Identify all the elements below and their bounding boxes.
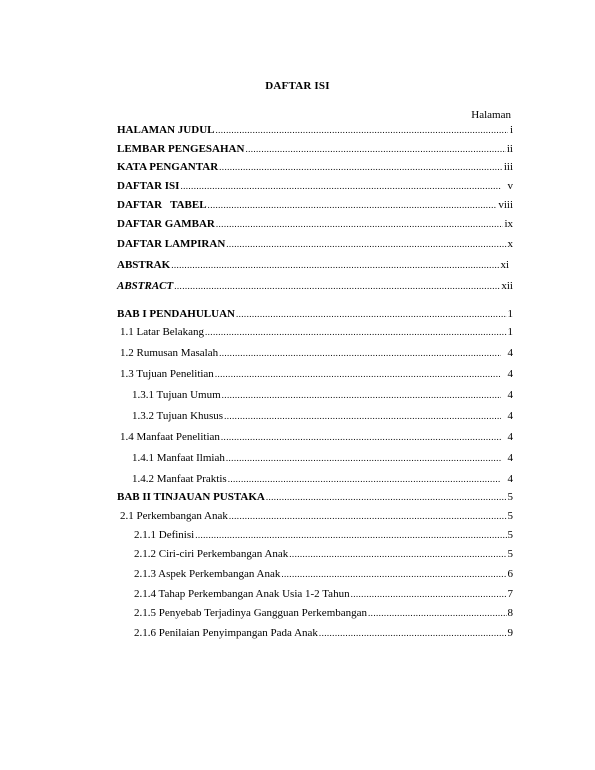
- toc-entry-page: 4: [507, 452, 513, 464]
- toc-entry-text: BAB I PENDAHULUAN: [117, 308, 235, 320]
- toc-entry-text: 1.4.2 Manfaat Praktis: [132, 473, 227, 485]
- toc-leader: [236, 307, 507, 321]
- toc-entry-page: 1: [507, 326, 513, 338]
- toc-entry-text: 2.1.3 Aspek Perkembangan Anak: [134, 568, 281, 580]
- toc-entry-page: 7: [507, 588, 513, 600]
- toc-entry-text: BAB II TINJAUAN PUSTAKA: [117, 491, 265, 503]
- toc-entry-page: 4: [507, 368, 513, 380]
- toc-entry-text: 1.1 Latar Belakang: [120, 326, 204, 338]
- toc-entry-bab-2[interactable]: [117, 490, 513, 504]
- toc-entry-text: ABSTRAK: [117, 259, 171, 271]
- toc-entry-page: xii: [501, 280, 513, 292]
- toc-entry-text: 1.3.2 Tujuan Khusus: [132, 410, 224, 422]
- toc-entry-1-4-2[interactable]: [117, 472, 513, 486]
- toc-leader: [245, 142, 505, 156]
- toc-leader: [228, 472, 501, 486]
- toc-entry-page: i: [509, 124, 513, 136]
- toc-entry-abstrak[interactable]: [117, 258, 513, 272]
- toc-leader: [229, 509, 507, 523]
- toc-entry-bab-1[interactable]: [117, 307, 513, 321]
- toc-entry-page: v: [507, 180, 513, 192]
- toc-leader: [224, 409, 500, 423]
- toc-entry-text: 2.1.4 Tahap Perkembangan Anak Usia 1-2 Tahun: [134, 588, 350, 600]
- toc-entry-text: 2.1 Perkembangan Anak: [120, 510, 228, 522]
- toc-entry-text: 1.4.1 Manfaat Ilmiah: [132, 452, 225, 464]
- toc-leader: [205, 325, 507, 339]
- toc-leader: [215, 123, 508, 137]
- toc-entry-abstract[interactable]: [117, 279, 513, 293]
- toc-entry-page: 5: [507, 510, 513, 522]
- toc-leader: [208, 198, 498, 212]
- toc-list: [117, 0, 513, 770]
- toc-entry-1-3-2[interactable]: [117, 409, 513, 423]
- toc-entry-page: 9: [507, 627, 513, 639]
- toc-entry-text: 1.3.1 Tujuan Umum: [132, 389, 221, 401]
- toc-entry-1-3-1[interactable]: [117, 388, 513, 402]
- toc-entry-2-1[interactable]: [117, 509, 513, 523]
- toc-entry-text: 2.1.5 Penyebab Terjadinya Gangguan Perkembangan: [134, 607, 368, 619]
- toc-entry-lembar-pengesahan[interactable]: [117, 142, 513, 156]
- toc-entry-2-1-3[interactable]: [117, 567, 513, 581]
- toc-entry-text: HALAMAN JUDUL: [117, 124, 215, 136]
- toc-entry-page: 6: [507, 568, 513, 580]
- toc-entry-page: ii: [506, 143, 513, 155]
- toc-entry-page: 4: [507, 389, 513, 401]
- toc-entry-1-4-1[interactable]: [117, 451, 513, 465]
- toc-entry-page: x: [507, 238, 513, 250]
- toc-entry-text: KATA PENGANTAR: [117, 161, 219, 173]
- toc-entry-text: 1.3 Tujuan Penelitian: [120, 368, 214, 380]
- toc-entry-text: 1.4 Manfaat Penelitian: [120, 431, 220, 443]
- toc-entry-page: ix: [504, 218, 513, 230]
- toc-leader: [319, 626, 507, 640]
- toc-entry-2-1-2[interactable]: [117, 547, 513, 561]
- toc-leader: [368, 606, 506, 620]
- page-column-label: Halaman: [471, 109, 511, 121]
- toc-entry-1-3[interactable]: [117, 367, 513, 381]
- toc-leader: [180, 179, 500, 193]
- toc-leader: [351, 587, 507, 601]
- toc-leader: [281, 567, 506, 581]
- toc-leader: [221, 430, 501, 444]
- toc-entry-text: DAFTAR ISI: [117, 180, 180, 192]
- toc-entry-page: 5: [507, 548, 513, 560]
- page-title: DAFTAR ISI: [265, 80, 330, 92]
- toc-entry-daftar-tabel[interactable]: [117, 198, 513, 212]
- toc-entry-page: viii: [498, 199, 513, 211]
- toc-entry-page: 4: [507, 473, 513, 485]
- toc-entry-page: 5: [507, 491, 513, 503]
- toc-entry-text: 2.1.2 Ciri-ciri Perkembangan Anak: [134, 548, 289, 560]
- toc-leader: [215, 367, 501, 381]
- toc-entry-2-1-6[interactable]: [117, 626, 513, 640]
- toc-leader: [174, 279, 500, 293]
- toc-entry-1-4[interactable]: [117, 430, 513, 444]
- toc-leader: [226, 451, 501, 465]
- toc-entry-page: iii: [503, 161, 513, 173]
- toc-entry-2-1-4[interactable]: [117, 587, 513, 601]
- toc-entry-text: ABSTRACT: [117, 280, 174, 292]
- toc-leader: [216, 217, 504, 231]
- toc-entry-page: 4: [507, 410, 513, 422]
- toc-leader: [219, 346, 500, 360]
- toc-entry-text: 2.1.6 Penilaian Penyimpangan Pada Anak: [134, 627, 318, 639]
- toc-leader: [222, 388, 501, 402]
- toc-entry-page: 4: [507, 347, 513, 359]
- toc-entry-daftar-lampiran[interactable]: [117, 237, 513, 251]
- toc-leader: [195, 528, 506, 542]
- toc-entry-page: xi: [500, 259, 509, 271]
- toc-leader: [171, 258, 499, 272]
- toc-entry-page: 8: [507, 607, 513, 619]
- toc-leader: [219, 160, 503, 174]
- toc-entry-page: 4: [507, 431, 513, 443]
- toc-entry-page: 5: [507, 529, 513, 541]
- toc-leader: [289, 547, 506, 561]
- toc-entry-2-1-5[interactable]: [117, 606, 513, 620]
- toc-entry-text: DAFTAR LAMPIRAN: [117, 238, 226, 250]
- toc-leader: [226, 237, 506, 251]
- toc-entry-page: 1: [507, 308, 513, 320]
- toc-entry-kata-pengantar[interactable]: [117, 160, 513, 174]
- toc-entry-1-2[interactable]: [117, 346, 513, 360]
- toc-entry-1-1[interactable]: [117, 325, 513, 339]
- toc-entry-daftar-gambar[interactable]: [117, 217, 513, 231]
- toc-entry-daftar-isi[interactable]: [117, 179, 513, 193]
- toc-entry-text: LEMBAR PENGESAHAN: [117, 143, 245, 155]
- toc-leader: [266, 490, 507, 504]
- toc-entry-halaman-judul[interactable]: [117, 123, 513, 137]
- toc-entry-text: DAFTAR TABEL: [117, 199, 207, 211]
- toc-entry-2-1-1[interactable]: [117, 528, 513, 542]
- toc-entry-text: DAFTAR GAMBAR: [117, 218, 215, 230]
- toc-entry-text: 1.2 Rumusan Masalah: [120, 347, 219, 359]
- toc-entry-text: 2.1.1 Definisi: [134, 529, 195, 541]
